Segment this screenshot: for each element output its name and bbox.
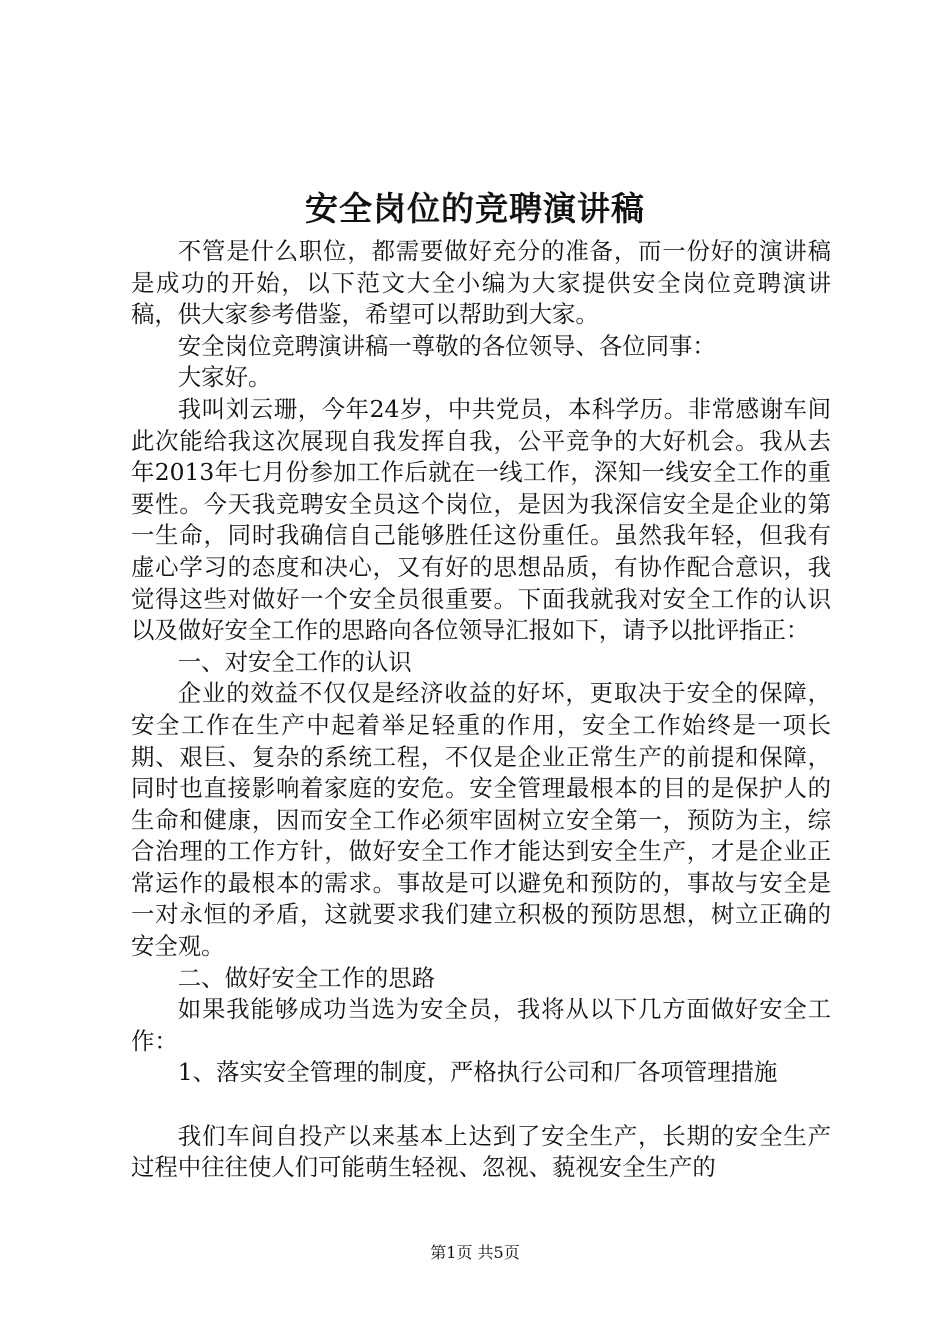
section-heading-approach: 二、做好安全工作的思路 [177, 963, 436, 992]
paragraph-safety-understanding: 企业的效益不仅仅是经济收益的好坏，更取决于安全的保障，安全工作在生产中起着举足轻重的作用，安全工作始终是一项长期、艰巨、复杂的系统工程，不仅是企业正常生产的前提和保障，同时也直接影响着家庭的安危。安全管理最根本的目的是保护人的生命和健康，因而安全工作必须牢固树立安全第一，预防为主，综合治理的工作方针，做好安全工作才能达到安全生产，才是企业正常运作的最根本的需求。事故是可以避免和预防的，事故与安全是一对永恒的矛盾，这就要求我们建立积极的预防思想，树立正确的安全观。 [131, 679, 831, 961]
document-body [131, 236, 831, 1184]
paragraph-workshop-safety: 我们车间自投产以来基本上达到了安全生产，长期的安全生产过程中往往使人们可能萌生轻视、忽视、藐视安全生产的 [131, 1121, 831, 1182]
page-number: 第1页 共5页 [430, 1243, 520, 1262]
subsection-heading-1: 1、落实安全管理的制度，严格执行公司和厂各项管理措施 [177, 1058, 778, 1087]
document-title: 安全岗位的竞聘演讲稿 [305, 189, 645, 228]
paragraph-salutation: 安全岗位竞聘演讲稿一尊敬的各位领导、各位同事： [177, 331, 716, 360]
paragraph-self-introduction: 我叫刘云珊，今年24岁，中共党员，本科学历。非常感谢车间此次能给我这次展现自我发挥自我，公平竞争的大好机会。我从去年2013年七月份参加工作后就在一线工作，深知一线安全工作的重要性。今天我竞聘安全员这个岗位，是因为我深信安全是企业的第一生命，同时我确信自己能够胜任这份重任。虽然我年轻，但我有虚心学习的态度和决心，又有好的思想品质，有协作配合意识，我觉得这些对做好一个安全员很重要。下面我就我对安全工作的认识以及做好安全工作的思路向各位领导汇报如下，请予以批评指正： [131, 394, 831, 645]
paragraph-approach-intro: 如果我能够成功当选为安全员，我将从以下几方面做好安全工作： [131, 995, 831, 1055]
section-heading-understanding: 一、对安全工作的认识 [177, 647, 412, 676]
paragraph-greeting: 大家好。 [177, 363, 272, 392]
paragraph-intro: 不管是什么职位，都需要做好充分的准备，而一份好的演讲稿是成功的开始，以下范文大全小编为大家提供安全岗位竞聘演讲稿，供大家参考借鉴，希望可以帮助到大家。 [131, 237, 831, 329]
blank-line [131, 1089, 831, 1121]
